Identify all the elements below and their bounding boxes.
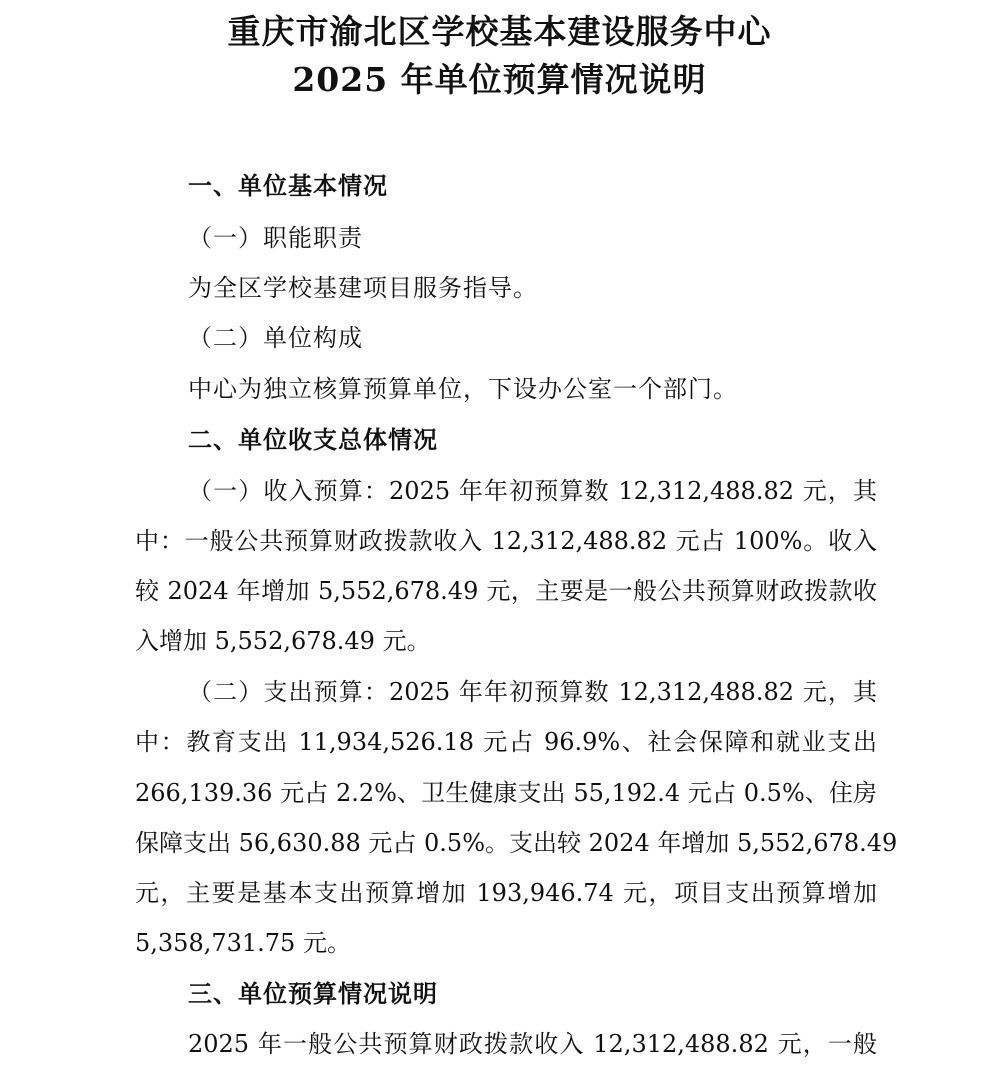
income-paragraph-line: （一）收入预算：2025 年年初预算数 12,312,488.82 元，其	[188, 477, 877, 505]
expense-paragraph-line: （二）支出预算：2025 年年初预算数 12,312,488.82 元，其	[188, 678, 877, 706]
section-3-heading: 三、单位预算情况说明	[188, 979, 438, 1008]
section-1-sub-2-text: 中心为独立核算预算单位，下设办公室一个部门。	[188, 375, 738, 403]
expense-paragraph-line: 5,358,731.75 元。	[135, 929, 351, 957]
document-title-line-1: 重庆市渝北区学校基本建设服务中心	[227, 12, 772, 51]
section-2-heading: 二、单位收支总体情况	[188, 425, 438, 454]
section-1-sub-1-heading: （一）职能职责	[188, 224, 363, 252]
expense-paragraph-line: 266,139.36 元占 2.2%、卫生健康支出 55,192.4 元占 0.5%、住房	[135, 779, 877, 807]
expense-paragraph-line: 中：教育支出 11,934,526.18 元占 96.9%、社会保障和就业支出	[135, 728, 877, 756]
expense-paragraph-line: 元，主要是基本支出预算增加 193,946.74 元，项目支出预算增加	[135, 879, 877, 907]
income-paragraph-line: 中：一般公共预算财政拨款收入 12,312,488.82 元占 100%。收入	[135, 527, 877, 555]
section-1-heading: 一、单位基本情况	[188, 171, 388, 200]
section-3-paragraph-line: 2025 年一般公共预算财政拨款收入 12,312,488.82 元，一般	[188, 1030, 877, 1058]
expense-paragraph-line: 保障支出 56,630.88 元占 0.5%。支出较 2024 年增加 5,552,678.49	[135, 829, 898, 857]
document-title-line-2: 2025 年单位预算情况说明	[292, 60, 707, 99]
section-1-sub-1-text: 为全区学校基建项目服务指导。	[188, 274, 538, 302]
income-paragraph-line: 较 2024 年增加 5,552,678.49 元，主要是一般公共预算财政拨款收	[135, 577, 877, 605]
section-1-sub-2-heading: （二）单位构成	[188, 324, 363, 352]
income-paragraph-line: 入增加 5,552,678.49 元。	[135, 627, 431, 655]
